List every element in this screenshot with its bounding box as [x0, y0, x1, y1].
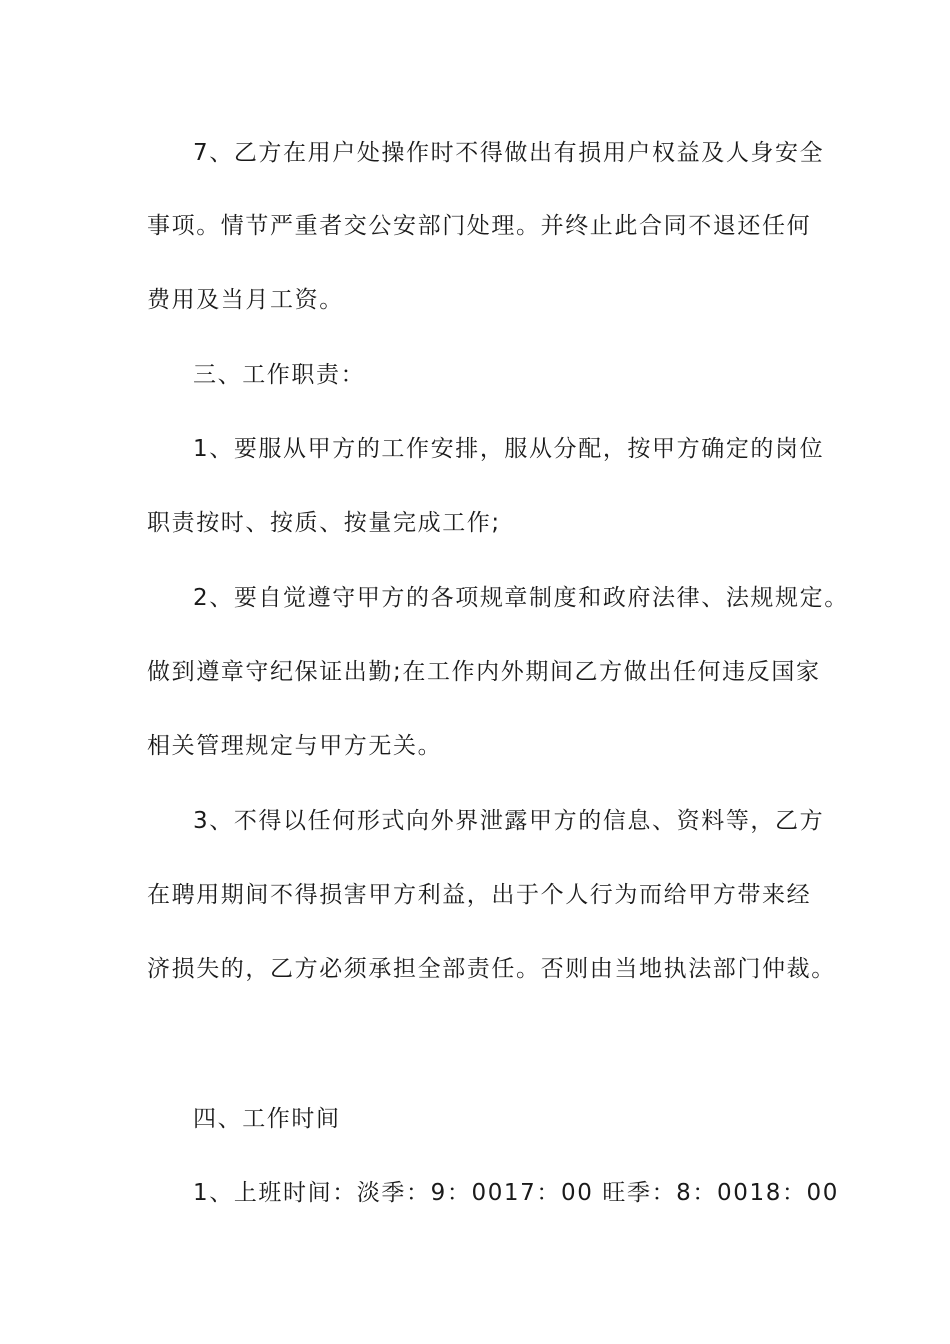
section-heading-work-time: 四、工作时间 [193, 1106, 341, 1132]
duty-3-line-3: 济损失的，乙方必须承担全部责任。否则由当地执法部门仲裁。 [147, 956, 836, 982]
work-time-line-1: 1、上班时间：淡季：9：0017：00 旺季：8：0018：00 [193, 1180, 840, 1206]
duty-1-line-1: 1、要服从甲方的工作安排，服从分配，按甲方确定的岗位 [193, 436, 825, 462]
duty-3-line-1: 3、不得以任何形式向外界泄露甲方的信息、资料等，乙方 [193, 808, 825, 834]
duty-2-line-1: 2、要自觉遵守甲方的各项规章制度和政府法律、法规规定。 [193, 585, 849, 611]
duty-3-line-2: 在聘用期间不得损害甲方利益，出于个人行为而给甲方带来经 [147, 882, 812, 908]
paragraph-7-line-2: 事项。情节严重者交公安部门处理。并终止此合同不退还任何 [147, 213, 812, 239]
paragraph-7-line-1: 7、乙方在用户处操作时不得做出有损用户权益及人身安全 [193, 140, 825, 166]
section-heading-duties: 三、工作职责： [193, 362, 366, 388]
duty-1-line-2: 职责按时、按质、按量完成工作; [147, 510, 501, 536]
duty-2-line-3: 相关管理规定与甲方无关。 [147, 733, 443, 759]
paragraph-7-line-3: 费用及当月工资。 [147, 287, 344, 313]
duty-2-line-2: 做到遵章守纪保证出勤;在工作内外期间乙方做出任何违反国家 [147, 659, 821, 685]
